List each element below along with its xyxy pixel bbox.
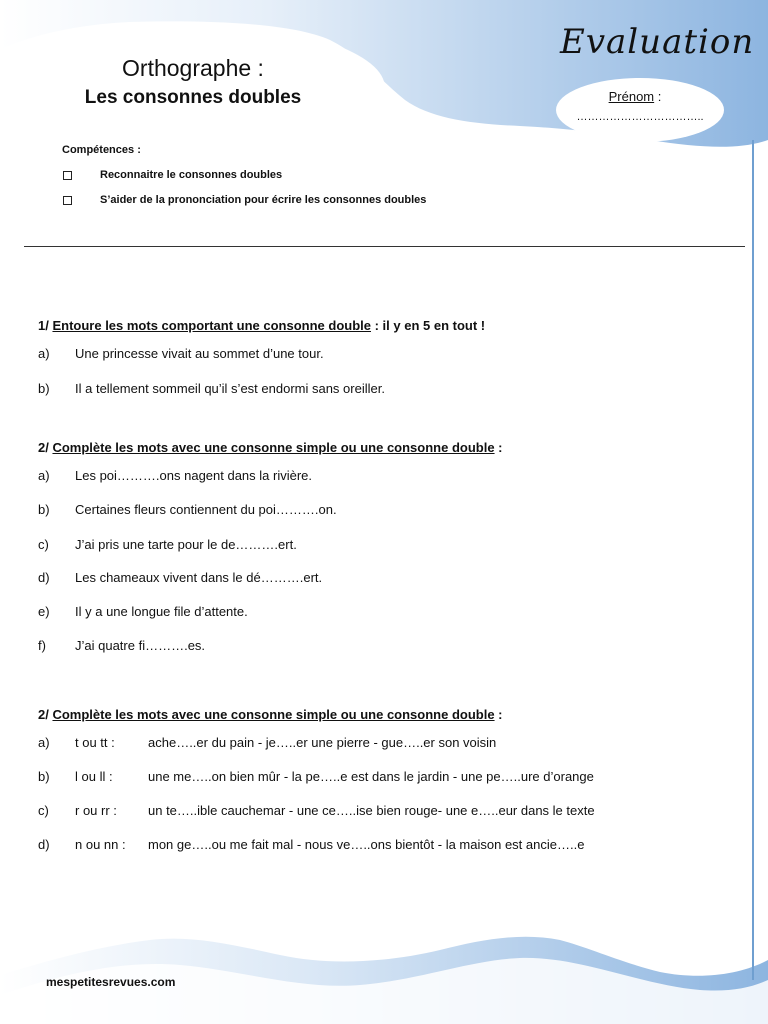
item-letter: f) (38, 638, 46, 653)
exercise-1-item-a (38, 346, 324, 361)
exercise-number: 1/ (38, 318, 49, 333)
checkbox-icon[interactable] (63, 171, 72, 180)
item-text: J’ai quatre fi……….es. (75, 638, 206, 653)
exercise-note: : il y en 5 en tout ! (371, 318, 486, 333)
footer-site-link[interactable]: mespetitesrevues.com (46, 975, 176, 989)
item-letter: a) (38, 468, 50, 483)
exercise-3-item-d (38, 837, 584, 852)
item-letter: a) (38, 346, 50, 361)
item-text: ache…..er du pain - je…..er une pierre - gue…..er son voisin (148, 735, 497, 750)
item-text: Les poi……….ons nagent dans la rivière. (75, 468, 313, 483)
exercise-2-item-b (38, 502, 337, 517)
item-letter: b) (38, 769, 50, 784)
competence-item (63, 169, 282, 181)
exercise-2-item-e (38, 604, 248, 619)
prenom-label (560, 89, 710, 104)
prenom-field[interactable]: …………………………….. (576, 111, 704, 123)
item-letter: c) (38, 803, 49, 818)
exercise-instruction: Complète les mots avec une consonne simple ou une consonne double (52, 707, 495, 722)
exercise-3-item-b (38, 769, 594, 784)
item-letter: d) (38, 837, 50, 852)
item-text: Il a tellement sommeil qu’il s’est endormi sans oreiller. (75, 381, 385, 396)
checkbox-icon[interactable] (63, 196, 72, 205)
exercise-note: : (494, 707, 503, 722)
item-text: J’ai pris une tarte pour le de……….ert. (75, 537, 297, 552)
item-pair: t ou tt : (75, 735, 115, 750)
exercise-number: 2/ (38, 440, 49, 455)
exercise-3-item-c (38, 803, 595, 818)
item-text: Une princesse vivait au sommet d’une tour. (75, 346, 324, 361)
item-letter: b) (38, 502, 50, 517)
exercise-2-item-f (38, 638, 205, 653)
item-text: mon ge…..ou me fait mal - nous ve…..ons bientôt - la maison est ancie…..e (148, 837, 585, 852)
item-pair: r ou rr : (75, 803, 117, 818)
page-subtitle: Les consonnes doubles (84, 87, 302, 108)
item-letter: d) (38, 570, 50, 585)
exercise-2-item-d (38, 570, 322, 585)
item-text: Certaines fleurs contiennent du poi……….on. (75, 502, 337, 517)
evaluation-heading: Evaluation (560, 22, 755, 62)
item-text: Les chameaux vivent dans le dé……….ert. (75, 570, 323, 585)
competences-title: Compétences : (62, 144, 141, 156)
exercise-instruction: Entoure les mots comportant une consonne double (52, 318, 371, 333)
item-text: Il y a une longue file d’attente. (75, 604, 248, 619)
exercise-2-heading (38, 440, 503, 455)
item-text: une me…..on bien mûr - la pe…..e est dans le jardin - une pe…..ure d’orange (148, 769, 594, 784)
item-pair: n ou nn : (75, 837, 126, 852)
item-letter: a) (38, 735, 50, 750)
competence-label: Reconnaitre le consonnes doubles (100, 169, 283, 181)
exercise-2-item-a (38, 468, 312, 483)
exercise-instruction: Complète les mots avec une consonne simple ou une consonne double (52, 440, 495, 455)
item-letter: b) (38, 381, 50, 396)
prenom-word: Prénom (608, 89, 655, 104)
exercise-3-item-a (38, 735, 496, 750)
section-divider (24, 246, 745, 247)
item-letter: e) (38, 604, 50, 619)
exercise-number: 2/ (38, 707, 49, 722)
prenom-colon: : (654, 89, 662, 104)
page-title: Orthographe : (122, 55, 264, 81)
item-letter: c) (38, 537, 49, 552)
exercise-1-item-b (38, 381, 385, 396)
competence-label: S’aider de la prononciation pour écrire les consonnes doubles (100, 194, 427, 206)
competence-item (63, 194, 426, 206)
item-text: un te…..ible cauchemar - une ce…..ise bien rouge- une e…..eur dans le texte (148, 803, 595, 818)
exercise-note: : (494, 440, 503, 455)
exercise-1-heading (38, 318, 485, 333)
exercise-2-item-c (38, 537, 297, 552)
item-pair: l ou ll : (75, 769, 113, 784)
page-border-line (752, 140, 754, 980)
exercise-3-heading (38, 707, 503, 722)
